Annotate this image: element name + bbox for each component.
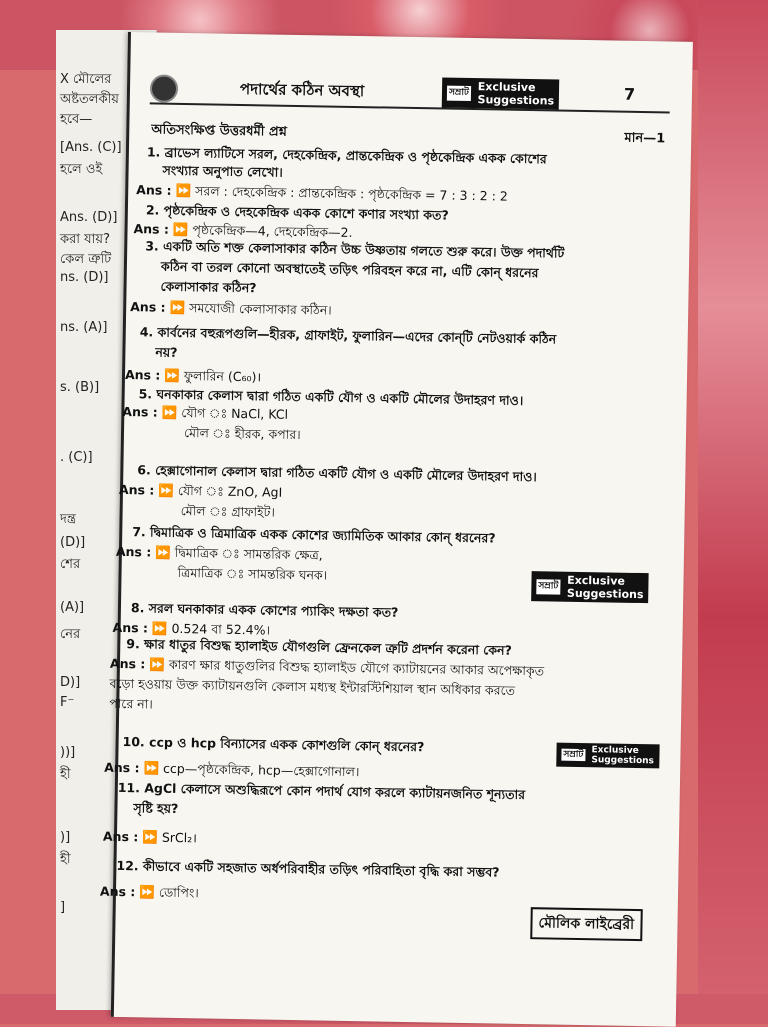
left-page-line: s. (B)]: [60, 380, 100, 395]
question-text: সৃষ্টি হয়?: [133, 800, 179, 816]
answer-line: [119, 482, 283, 505]
answer-text: যৌগ ঃ NaCl, KCl: [181, 404, 289, 422]
publisher-footer: মৌলিক লাইব্রেরী: [530, 907, 642, 941]
left-page-line: (D)]: [60, 535, 86, 550]
answer-text: বড়ো হওয়ায় উক্ত ক্যাটায়নগুলি কেলাস মধ্যস্থ ইন্টারস্টিশিয়াল স্থান অধিকার করতে: [109, 675, 516, 698]
question-text: 10. ccp ও hcp বিন্যাসের একক কোশগুলি কোন্ ধরনের?: [122, 734, 425, 755]
exclusive-suggestions-logo: [442, 77, 560, 109]
logo-badge: সম্রাট: [447, 85, 471, 100]
left-page-line: X মৌলের: [60, 72, 112, 87]
page-header: [150, 68, 671, 113]
arrow-icon: ⏩: [172, 221, 189, 238]
question-text: 5. ঘনকাকার কেলাস দ্বারা গঠিত একটি যৌগ ও একটি মৌলের উদাহরণ দাও।: [138, 386, 524, 408]
left-page-line: কেল ত্রুটি: [60, 252, 112, 267]
answer-text: দ্বিমাত্রিক ঃ সামন্তরিক ক্ষেত্র,: [174, 544, 323, 563]
answer-label: Ans :: [118, 481, 155, 498]
exclusive-suggestions-logo-2: [531, 571, 649, 603]
left-page-line: F⁻: [60, 695, 75, 710]
background-cloth-right: [698, 0, 768, 1024]
answer-text: ত্রিমাত্রিক ঃ সামন্তরিক ঘনক।: [177, 564, 328, 583]
question-text: 4. কার্বনের বহুরূপগুলি—হীরক, গ্রাফাইট, ফুলারিন—এদের কোন্‌টি নেটওয়ার্ক কঠিন: [139, 324, 557, 347]
left-page-line: নের: [60, 627, 81, 642]
left-page-line: D)]: [60, 675, 81, 690]
arrow-icon: ⏩: [149, 656, 166, 672]
arrow-icon: ⏩: [143, 760, 160, 776]
left-page-line: হী: [60, 767, 71, 782]
left-page-line: (A)]: [60, 600, 85, 615]
question-text: কঠিন বা তরল কোনো অবস্থাতেই তড়িৎ পরিবহন করে না, এটি কোন্ ধরনের: [160, 258, 539, 281]
left-page-line: )]: [60, 830, 71, 845]
arrow-icon: ⏩: [139, 884, 156, 900]
answer-line: [103, 828, 197, 847]
book-page: [99, 32, 693, 1027]
left-page-line: অষ্টতলকীয়: [60, 92, 119, 107]
logo-line-2: Suggestions: [591, 755, 655, 767]
left-page-line: [Ans. (C)]: [60, 140, 122, 155]
answer-text: যৌগ ঃ ZnO, AgI: [177, 482, 283, 500]
answer-text: ডোপিং।: [158, 884, 199, 901]
answer-line: [177, 565, 327, 588]
arrow-icon: ⏩: [164, 367, 181, 383]
logo-line-1: Exclusive: [567, 573, 626, 588]
question-text: 12. কীভাবে একটি সহজাত অর্ধপরিবাহীর তড়িৎ পরিবাহিতা বৃদ্ধি করা সম্ভব?: [116, 857, 500, 880]
logo-badge: সম্রাট: [561, 749, 585, 761]
arrow-icon: ⏩: [151, 620, 168, 636]
left-page-line: হবে—: [60, 112, 93, 127]
answer-text: মৌল ঃ হীরক, কপার।: [183, 425, 301, 443]
arrow-icon: ⏩: [175, 182, 192, 199]
exclusive-suggestions-logo-3: [556, 743, 659, 769]
answer-text: পারে না।: [109, 695, 153, 712]
left-page-line: হী: [60, 852, 71, 867]
question-text: 11. AgCl কেলাসে অশুদ্ধিরূপে কোন পদার্থ যোগ করলে ক্যাটায়নজনিত শূন্যতার: [117, 779, 526, 803]
answer-label: Ans :: [99, 883, 136, 900]
logo-line-2: Suggestions: [477, 93, 555, 108]
answer-line: [116, 544, 323, 568]
arrow-icon: ⏩: [169, 299, 186, 316]
arrow-icon: ⏩: [155, 544, 172, 560]
question-text: 8. সরল ঘনকাকার একক কোশের প্যাকিং দক্ষতা কত?: [130, 600, 399, 620]
question-text: 6. হেক্সাগোনাল কেলাস দ্বারা গঠিত একটি যৌগ ও একটি মৌলের উদাহরণ দাও।: [137, 462, 537, 485]
left-page-line: করা যায়?: [60, 232, 110, 247]
answer-label: Ans :: [109, 655, 146, 672]
answer-text: সরল : দেহকেন্দ্রিক : প্রান্তকেন্দ্রিক : পৃষ্ঠকেন্দ্রিক = 7 : 3 : 2 : 2: [195, 183, 508, 204]
question-text: নয়?: [155, 344, 178, 360]
answer-line: [184, 425, 301, 447]
arrow-icon: ⏩: [158, 482, 175, 498]
question-text: কেলাসাকার কঠিন?: [160, 278, 257, 296]
left-page-line: ))]: [60, 745, 76, 760]
question-text: 7. দ্বিমাত্রিক ও ত্রিমাত্রিক একক কোশের জ্যামিতিক আকার কোন্ ধরনের?: [132, 524, 496, 546]
answer-label: Ans :: [115, 543, 152, 560]
chapter-icon: [150, 74, 178, 102]
answer-label: Ans :: [122, 403, 158, 420]
answer-label: Ans :: [124, 367, 161, 383]
answer-label: Ans :: [102, 828, 139, 845]
left-page-line: ]: [60, 900, 66, 915]
answer-label: Ans :: [112, 619, 149, 636]
section-title: অতিসংক্ষিপ্ত উত্তরধর্মী প্রশ্ন: [151, 122, 287, 140]
answer-line: [109, 696, 153, 717]
answer-text: ফুলারিন (C₆₀)।: [183, 368, 262, 385]
question-text: 2. পৃষ্ঠকেন্দ্রিক ও দেহকেন্দ্রিক একক কোশে কণার সংখ্যা কত?: [145, 202, 449, 223]
left-page-line: শের: [60, 557, 81, 572]
chapter-title: পদার্থের কঠিন অবস্থা: [239, 79, 365, 101]
logo-line-1: Exclusive: [477, 80, 536, 95]
left-page-line: ns. (D)]: [60, 270, 109, 285]
arrow-icon: ⏩: [142, 829, 159, 845]
section-marks: মান—1: [624, 130, 666, 147]
left-page-line: দন্ত্র: [60, 512, 76, 527]
answer-text: কারণ ক্ষার ধাতুগুলির বিশুদ্ধ হ্যালাইড যৌগে ক্যাটায়নের আকার অপেক্ষাকৃত: [168, 656, 545, 679]
page-number: 7: [623, 84, 636, 104]
question-text: 9. ক্ষার ধাতুর বিশুদ্ধ হ্যালাইড যৌগগুলি ফ্রেনকেল ত্রুটি প্রদর্শন করেনা কেন?: [126, 636, 512, 658]
answer-label: Ans :: [104, 759, 140, 776]
question-text: 3. একটি অতি শক্ত কেলাসাকার কঠিন উচ্চ উষ্ণতায় গলতে শুরু করে। উক্ত পদার্থটি: [145, 238, 565, 261]
logo-line-1: Exclusive: [591, 745, 639, 757]
answer-text: SrCl₂।: [161, 829, 198, 846]
question-text: 1. ব্রাভেস ল্যাটিসে সরল, দেহকেন্দ্রিক, প্রান্তকেন্দ্রিক ও পৃষ্ঠকেন্দ্রিক একক কোশের: [146, 144, 547, 167]
logo-line-2: Suggestions: [566, 586, 644, 602]
answer-label: Ans :: [133, 221, 170, 237]
answer-text: ccp—পৃষ্ঠকেন্দ্রিক, hcp—হেক্সাগোনাল।: [162, 760, 360, 780]
left-page-line: . (C)]: [60, 450, 93, 465]
answer-text: সমযোজী কেলাসাকার কঠিন।: [189, 300, 332, 318]
answer-label: Ans :: [136, 182, 172, 198]
left-page-line: ns. (A)]: [60, 320, 108, 335]
answer-text: 0.524 বা 52.4%।: [171, 620, 271, 638]
answer-label: Ans :: [130, 299, 166, 315]
answer-line: [130, 299, 332, 323]
answer-line: [100, 884, 199, 906]
logo-badge: সম্রাট: [536, 579, 560, 594]
left-page-line: হলে ওই: [60, 162, 103, 177]
arrow-icon: ⏩: [161, 404, 178, 420]
answer-text: মৌল ঃ গ্রাফাইট।: [180, 502, 276, 520]
question-text: সংখ্যার অনুপাত লেখো।: [162, 162, 283, 180]
answer-line: [180, 503, 275, 525]
left-page-line: Ans. (D)]: [60, 210, 118, 225]
answer-line: [122, 404, 288, 427]
answer-text: পৃষ্ঠকেন্দ্রিক—4, দেহকেন্দ্রিক—2.: [192, 222, 353, 240]
